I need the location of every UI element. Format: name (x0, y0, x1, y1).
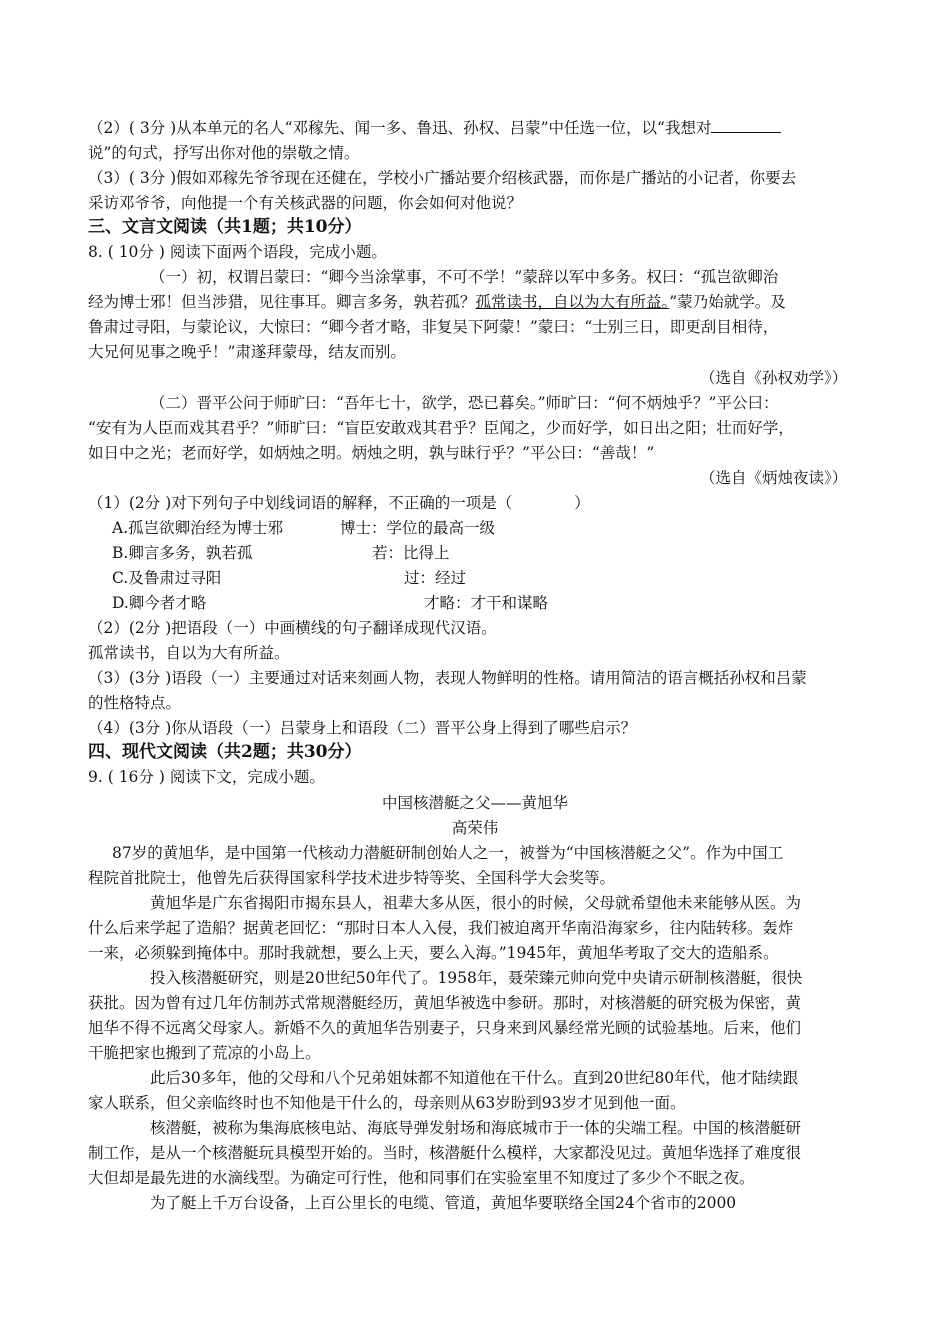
para3-line1: 投入核潜艇研究，则是20世纪50年代了。1958年，聂荣臻元帅向党中央请示研制核潜艇，很快 (150, 969, 803, 987)
q7-sub2-line2: 说”的句式，抒写出你对他的崇敬之情。 (88, 144, 360, 162)
passage1-line4: 大兄何见事之晚乎！”肃遂拜蒙母，结友而别。 (88, 343, 406, 361)
answer-blank[interactable] (711, 118, 781, 133)
option-a[interactable]: A.孤岂欲卿治经为博士邪 (112, 519, 284, 537)
para5-line3: 大但却是最先进的水滴线型。为确定可行性，他和同事们在实验室里不知度过了多少个不眠之夜。 (88, 1169, 755, 1187)
passage1-line1: （一）初，权谓吕蒙曰：“卿今当涂掌事，不可不学！”蒙辞以军中多务。权曰：“孤岂欲卿治 (150, 268, 779, 286)
source-citation-1: （选自《孙权劝学》） (700, 369, 848, 387)
passage1-line3: 鲁肃过寻阳，与蒙论议，大惊曰：“卿今者才略，非复吴下阿蒙！”蒙曰：“士别三日，即更刮目相待， (88, 318, 779, 336)
para3-line3: 旭华不得不远离父母家人。新婚不久的黄旭华告别妻子，只身来到风暴经常光顾的试验基地。后来，他们 (88, 1019, 802, 1037)
section4-heading: 四、现代文阅读（共2题；共30分） (88, 742, 362, 762)
option-b-definition: 若：比得上 (372, 544, 450, 562)
q8-sub4: （4）(3分 )你从语段（一）吕蒙身上和语段（二）晋平公身上得到了哪些启示？ (88, 719, 637, 737)
para3-line4: 干脆把家也搬到了荒凉的小岛上。 (88, 1044, 321, 1062)
option-c[interactable]: C.及鲁肃过寻阳 (112, 569, 222, 587)
passage1-line2-post: ”蒙乃始就学。及 (669, 293, 786, 311)
q8-sub1: （1）(2分 )对下列句子中划线词语的解释，不正确的一项是（ ） (88, 494, 590, 512)
para2-line3: 一来，必须躲到掩体中。那时我就想，要么上天，要么入海。”1945年，黄旭华考取了交大的造船系。 (88, 944, 779, 962)
passage2-line3: 如日中之光；老而好学，如炳烛之明。炳烛之明，孰与昧行乎？”平公曰：“善哉！” (88, 444, 655, 462)
source-citation-2: （选自《炳烛夜读》） (700, 469, 848, 487)
q7-sub3-line2: 采访邓爷爷，向他提一个有关核武器的问题，你会如何对他说？ (88, 194, 523, 212)
option-c-definition: 过：经过 (404, 569, 467, 587)
passage1-line2-pre: 经为博士邪！但当涉猎，见往事耳。卿言多务，孰若孤？ (88, 293, 476, 311)
para4-line2: 家人联系，但父亲临终时也不知他是干什么的，母亲则从63岁盼到93岁才见到他一面。 (88, 1094, 686, 1112)
para6-line1: 为了艇上千万台设备，上百公里长的电缆、管道，黄旭华要联络全国24个省市的2000 (150, 1194, 737, 1212)
q8-sub2: （2）(2分 )把语段（一）中画横线的句子翻译成现代汉语。 (88, 619, 497, 637)
option-d[interactable]: D.卿今者才略 (112, 594, 207, 612)
underlined-sentence: 孤常读书，自以为大有所益。 (475, 293, 670, 311)
q7-sub2-text: （2）( 3分 )从本单元的名人“邓稼先、闻一多、鲁迅、孙权、吕蒙”中任选一位，以“我想对 (88, 119, 712, 137)
passage1-line2 (88, 292, 786, 312)
option-a-definition: 博士：学位的最高一级 (340, 519, 496, 537)
para1-line1: 87岁的黄旭华，是中国第一代核动力潜艇研制创始人之一，被誉为“中国核潜艇之父”。作为中国工 (112, 844, 784, 862)
section3-heading: 三、文言文阅读（共1题；共10分） (88, 217, 362, 237)
q8-sub3-line2: 的性格特点。 (88, 694, 182, 712)
option-d-definition: 才略：才干和谋略 (424, 594, 549, 612)
q8-sub2-sentence: 孤常读书，自以为大有所益。 (88, 644, 290, 662)
para1-line2: 程院首批院士，他曾先后获得国家科学技术进步特等奖、全国科学大会奖等。 (88, 869, 616, 887)
article-title: 中国核潜艇之父——黄旭华 (381, 794, 568, 812)
q7-sub2-line1 (88, 118, 781, 138)
para2-line1: 黄旭华是广东省揭阳市揭东县人，祖辈大多从医，很小的时候，父母就希望他未来能够从医。为 (150, 894, 802, 912)
q8-sub3-line1: （3）(3分 )语段（一）主要通过对话来刻画人物，表现人物鲜明的性格。请用简洁的语言概括孙权和吕蒙 (88, 669, 807, 687)
q8-intro: 8. ( 10分 ) 阅读下面两个语段，完成小题。 (88, 243, 387, 261)
passage2-line1: （二）晋平公问于师旷曰：“吾年七十，欲学，恐已暮矣。”师旷曰：“何不炳烛乎？”平公曰： (150, 394, 779, 412)
q7-sub3-line1: （3）( 3分 )假如邓稼先爷爷现在还健在，学校小广播站要介绍核武器，而你是广播站的小记者，你要去 (88, 169, 797, 187)
article-author: 高荣伟 (451, 819, 499, 837)
para3-line2: 获批。因为曾有过几年仿制苏式常规潜艇经历，黄旭华被选中参研。那时，对核潜艇的研究极为保密，黄 (88, 994, 802, 1012)
q9-intro: 9. ( 16分 ) 阅读下文，完成小题。 (88, 768, 325, 786)
option-b[interactable]: B.卿言多务，孰若孤 (112, 544, 253, 562)
para5-line1: 核潜艇，被称为集海底核电站、海底导弹发射场和海底城市于一体的尖端工程。中国的核潜艇研 (150, 1119, 802, 1137)
passage2-line2: “安有为人臣而戏其君乎？”师旷曰：“盲臣安敢戏其君乎？臣闻之，少而好学，如日出之阳；壮而好学， (88, 419, 794, 437)
para5-line2: 制工作，是从一个核潜艇玩具模型开始的。当时，核潜艇什么模样，大家都没见过。黄旭华选择了难度很 (88, 1144, 802, 1162)
para4-line1: 此后30多年，他的父母和八个兄弟姐妹都不知道他在干什么。直到20世纪80年代，他才陆续跟 (150, 1069, 799, 1087)
para2-line2: 什么后来学起了造船？据黄老回忆：“那时日本人入侵，我们被迫离开华南沿海家乡，往内陆转移。轰炸 (88, 919, 794, 937)
